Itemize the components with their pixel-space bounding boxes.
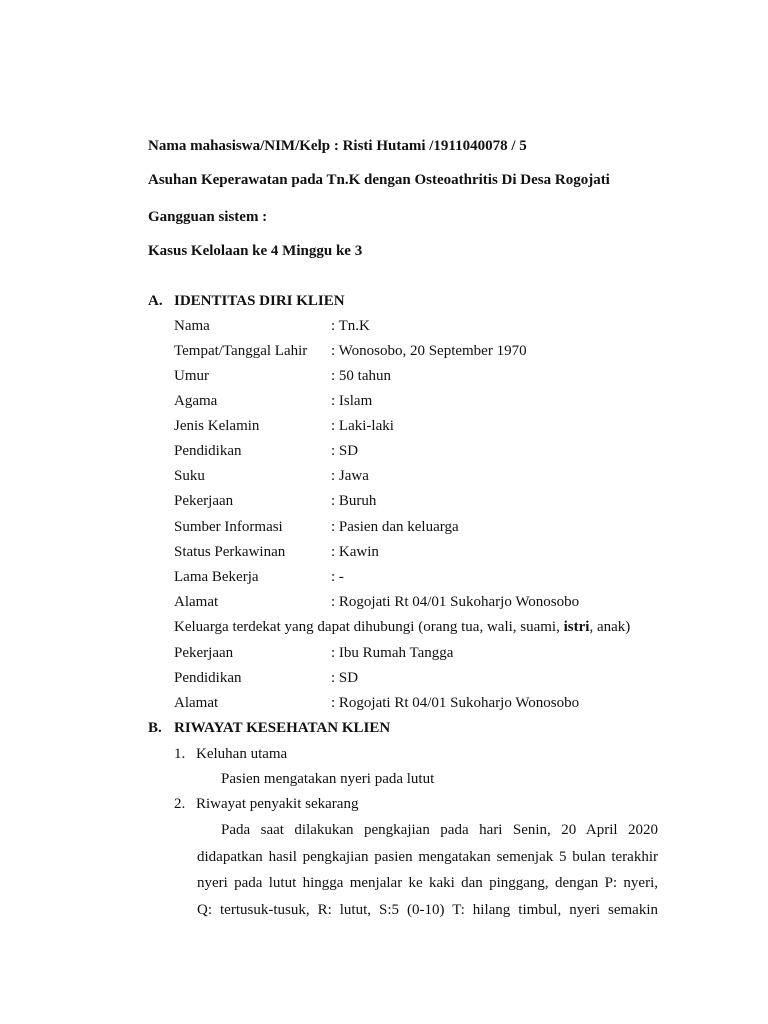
- paragraph-line: Pada saat dilakukan pengkajian pada hari Senin, 20 April 2020: [221, 822, 658, 838]
- identity-label: Status Perkawinan: [174, 544, 286, 560]
- paragraph-line: didapatkan hasil pengkajian pasien mengatakan semenjak 5 bulan terakhir: [197, 848, 658, 865]
- identity-value: : Laki-laki: [331, 418, 394, 434]
- identity-label: Nama: [174, 318, 210, 334]
- item-title: Keluhan utama: [196, 746, 288, 762]
- section-a-letter: A.: [148, 293, 163, 309]
- student-info-line: Nama mahasiswa/NIM/Kelp : Risti Hutami /1911040078 / 5: [148, 138, 527, 154]
- history-paragraph: [197, 817, 658, 923]
- section-a-heading: [148, 293, 345, 310]
- identity-value: : 50 tahun: [331, 368, 391, 384]
- complaint-item: [174, 746, 287, 763]
- identity-label: Jenis Kelamin: [174, 418, 260, 434]
- identity-label: Suku: [174, 468, 205, 484]
- identity-value: : Pasien dan keluarga: [331, 519, 459, 535]
- identity-value: : Jawa: [331, 468, 369, 484]
- identity-label: Umur: [174, 368, 209, 384]
- identity-value: : Kawin: [331, 544, 379, 560]
- section-a-title: IDENTITAS DIRI KLIEN: [174, 293, 345, 309]
- case-week-line: Kasus Kelolaan ke 4 Minggu ke 3: [148, 243, 363, 259]
- identity-label: Alamat: [174, 594, 219, 610]
- history-item: [174, 796, 358, 813]
- item-number: 1.: [174, 746, 186, 762]
- family-contact-text-end: , anak): [589, 619, 631, 635]
- section-b-heading: [148, 720, 390, 737]
- identity-label: Tempat/Tanggal Lahir: [174, 343, 308, 359]
- family-label: Pekerjaan: [174, 645, 234, 661]
- identity-label: Sumber Informasi: [174, 519, 283, 535]
- identity-value: : Islam: [331, 393, 373, 409]
- item-title: Riwayat penyakit sekarang: [196, 796, 359, 812]
- family-label: Pendidikan: [174, 670, 242, 686]
- identity-value: : SD: [331, 443, 359, 459]
- identity-label: Agama: [174, 393, 218, 409]
- identity-value: : Rogojati Rt 04/01 Sukoharjo Wonosobo: [331, 594, 580, 610]
- family-value: : Rogojati Rt 04/01 Sukoharjo Wonosobo: [331, 695, 580, 711]
- family-value: : SD: [331, 670, 359, 686]
- item-number: 2.: [174, 796, 186, 812]
- family-label: Alamat: [174, 695, 219, 711]
- paragraph-line: Q: tertusuk-tusuk, R: lutut, S:5 (0-10) T: hilang timbul, nyeri semakin: [197, 901, 658, 918]
- paragraph-line: nyeri pada lutut hingga menjalar ke kaki dan pinggang, dengan P: nyeri,: [197, 875, 658, 891]
- complaint-text: Pasien mengatakan nyeri pada lutut: [221, 771, 435, 787]
- section-b-title: RIWAYAT KESEHATAN KLIEN: [174, 720, 391, 736]
- system-disorder-line: Gangguan sistem :: [148, 209, 268, 225]
- identity-value: : Wonosobo, 20 September 1970: [331, 343, 527, 359]
- identity-value: : Buruh: [331, 493, 377, 509]
- family-contact-bold: istri: [563, 619, 590, 635]
- identity-value: : -: [331, 569, 344, 585]
- identity-label: Lama Bekerja: [174, 569, 259, 585]
- family-contact-text: Keluarga terdekat yang dapat dihubungi (orang tua, wali, suami,: [174, 619, 564, 635]
- identity-value: : Tn.K: [331, 318, 370, 334]
- identity-label: Pekerjaan: [174, 493, 234, 509]
- family-value: : Ibu Rumah Tangga: [331, 645, 454, 661]
- case-title-line: Asuhan Keperawatan pada Tn.K dengan Osteoathritis Di Desa Rogojati: [148, 172, 610, 188]
- section-b-letter: B.: [148, 720, 162, 736]
- family-contact-line: [174, 619, 630, 636]
- identity-label: Pendidikan: [174, 443, 242, 459]
